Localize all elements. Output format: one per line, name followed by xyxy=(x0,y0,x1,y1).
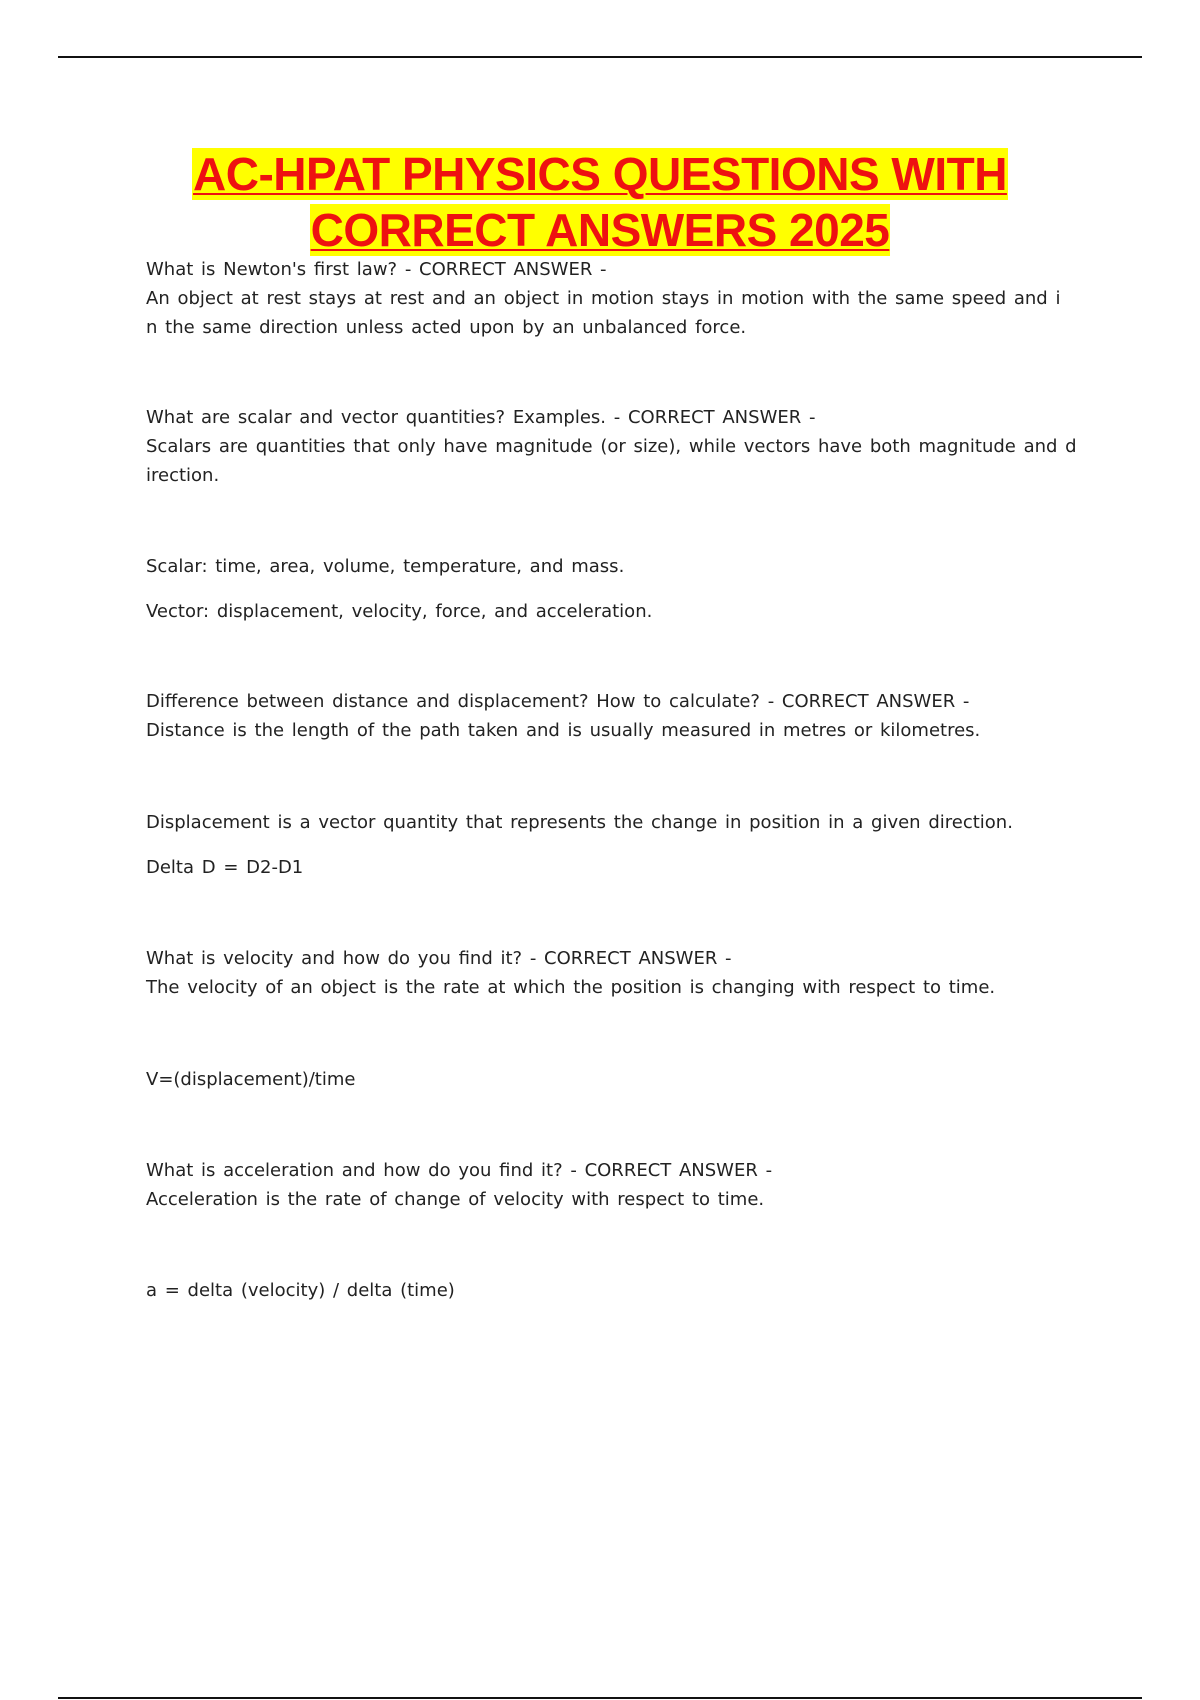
answer-text: The velocity of an object is the rate at which the position is changing with respect to time. xyxy=(146,977,996,998)
displacement-formula xyxy=(146,853,1086,882)
formula-text: V=(displacement)/time xyxy=(146,1069,356,1090)
formula-text: Delta D = D2-D1 xyxy=(146,857,304,878)
question-text: What is velocity and how do you find it? - CORRECT ANSWER - xyxy=(146,948,732,969)
qa-item-velocity xyxy=(146,944,1086,1002)
answer-text: An object at rest stays at rest and an object in motion stays in motion with the same speed and i xyxy=(146,288,1061,309)
question-text: Difference between distance and displacement? How to calculate? - CORRECT ANSWER - xyxy=(146,691,970,712)
answer-text: Distance is the length of the path taken and is usually measured in metres or kilometres. xyxy=(146,720,981,741)
bottom-rule xyxy=(58,1697,1142,1699)
velocity-formula xyxy=(146,1065,1086,1094)
document-title xyxy=(0,146,1200,258)
answer-text: Scalars are quantities that only have magnitude (or size), while vectors have both magnitude and d xyxy=(146,436,1077,457)
qa-item-distance-displacement xyxy=(146,687,1086,745)
answer-text: irection. xyxy=(146,465,220,486)
answer-text: n the same direction unless acted upon by an unbalanced force. xyxy=(146,317,747,338)
question-text: What is Newton's first law? - CORRECT ANSWER - xyxy=(146,259,607,280)
title-line-2: CORRECT ANSWERS 2025 xyxy=(310,204,890,256)
vector-examples xyxy=(146,597,1086,626)
qa-item-acceleration xyxy=(146,1156,1086,1214)
acceleration-formula xyxy=(146,1276,1086,1305)
formula-text: a = delta (velocity) / delta (time) xyxy=(146,1280,455,1301)
top-rule xyxy=(58,56,1142,58)
qa-item-newtons-first-law xyxy=(146,255,1086,342)
scalar-text: Scalar: time, area, volume, temperature, and mass. xyxy=(146,556,625,577)
question-text: What is acceleration and how do you find it? - CORRECT ANSWER - xyxy=(146,1160,773,1181)
qa-item-scalar-vector xyxy=(146,403,1086,490)
displacement-definition xyxy=(146,808,1086,837)
vector-text: Vector: displacement, velocity, force, and acceleration. xyxy=(146,601,653,622)
title-line-1: AC-HPAT PHYSICS QUESTIONS WITH xyxy=(193,148,1007,200)
question-text: What are scalar and vector quantities? Examples. - CORRECT ANSWER - xyxy=(146,407,816,428)
scalar-examples xyxy=(146,552,1086,581)
definition-text: Displacement is a vector quantity that represents the change in position in a given direction. xyxy=(146,812,1013,833)
answer-text: Acceleration is the rate of change of velocity with respect to time. xyxy=(146,1189,765,1210)
